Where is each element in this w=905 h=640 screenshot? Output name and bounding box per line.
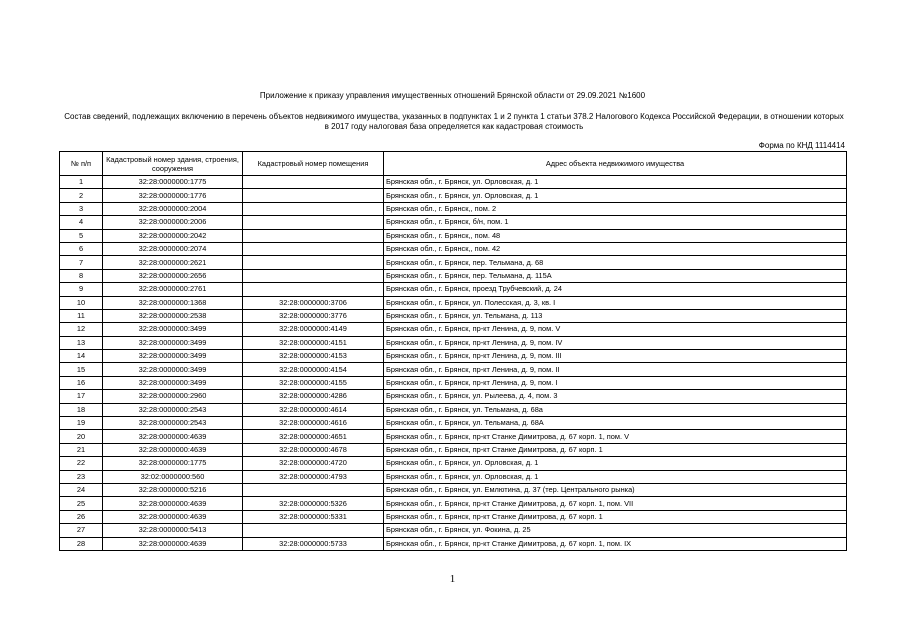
cell-address: Брянская обл., г. Брянск, ул. Орловская, д. 1 — [384, 470, 847, 483]
cell-room-cadastral — [243, 202, 384, 215]
cell-room-cadastral: 32:28:0000000:3706 — [243, 296, 384, 309]
cell-room-cadastral: 32:28:0000000:4678 — [243, 443, 384, 456]
cell-number: 2 — [60, 189, 103, 202]
cell-room-cadastral: 32:28:0000000:4651 — [243, 430, 384, 443]
cell-address: Брянская обл., г. Брянск, проезд Трубчевский, д. 24 — [384, 283, 847, 296]
cell-building-cadastral: 32:28:0000000:2006 — [103, 216, 243, 229]
cell-room-cadastral: 32:28:0000000:4155 — [243, 376, 384, 389]
table-row — [60, 309, 847, 322]
table-row — [60, 350, 847, 363]
cell-building-cadastral: 32:28:0000000:1775 — [103, 457, 243, 470]
cell-building-cadastral: 32:28:0000000:2656 — [103, 269, 243, 282]
cell-address: Брянская обл., г. Брянск, ул. Орловская, д. 1 — [384, 176, 847, 189]
cell-address: Брянская обл., г. Брянск, ул. Полесская, д. 3, кв. I — [384, 296, 847, 309]
cell-room-cadastral: 32:28:0000000:5331 — [243, 510, 384, 523]
cell-building-cadastral: 32:28:0000000:3499 — [103, 323, 243, 336]
cell-number: 1 — [60, 176, 103, 189]
cell-number: 8 — [60, 269, 103, 282]
table-row — [60, 323, 847, 336]
col-header-room-cadastral: Кадастровый номер помещения — [243, 152, 384, 176]
document-subtitle: Состав сведений, подлежащих включению в перечень объектов недвижимого имущества, указанных в подпунктах 1 и 2 пункта 1 статьи 378.2 Налогового Кодекса Российской Федерации, в отношении которых в 2017 году налоговая база определяется как кадастровая стоимость — [64, 112, 844, 131]
cell-room-cadastral — [243, 483, 384, 496]
cell-address: Брянская обл., г. Брянск, пр-кт Станке Димитрова, д. 67 корп. 1, пом. IX — [384, 537, 847, 550]
property-table — [59, 151, 847, 551]
col-header-building-cadastral: Кадастровый номер здания, строения, сооружения — [103, 152, 243, 176]
table-row — [60, 390, 847, 403]
cell-address: Брянская обл., г. Брянск, пр-кт Станке Димитрова, д. 67 корп. 1, пом. VII — [384, 497, 847, 510]
table-row — [60, 537, 847, 550]
cell-address: Брянская обл., г. Брянск, б/н, пом. 1 — [384, 216, 847, 229]
cell-room-cadastral — [243, 269, 384, 282]
table-row — [60, 216, 847, 229]
cell-number: 28 — [60, 537, 103, 550]
cell-address: Брянская обл., г. Брянск, ул. Емлютина, д. 37 (тер. Центрального рынка) — [384, 483, 847, 496]
table-row — [60, 269, 847, 282]
cell-building-cadastral: 32:28:0000000:1775 — [103, 176, 243, 189]
table-row — [60, 483, 847, 496]
table-row — [60, 363, 847, 376]
form-code: Форма по КНД 1114414 — [758, 141, 845, 150]
cell-number: 17 — [60, 390, 103, 403]
cell-room-cadastral: 32:28:0000000:4151 — [243, 336, 384, 349]
cell-building-cadastral: 32:28:0000000:4639 — [103, 430, 243, 443]
cell-building-cadastral: 32:28:0000000:2004 — [103, 202, 243, 215]
cell-room-cadastral: 32:28:0000000:4149 — [243, 323, 384, 336]
cell-address: Брянская обл., г. Брянск, ул. Тельмана, д. 68а — [384, 403, 847, 416]
cell-address: Брянская обл., г. Брянск, ул. Тельмана, д. 68А — [384, 417, 847, 430]
cell-room-cadastral: 32:28:0000000:4616 — [243, 417, 384, 430]
cell-number: 7 — [60, 256, 103, 269]
cell-address: Брянская обл., г. Брянск, пр-кт Ленина, д. 9, пом. III — [384, 350, 847, 363]
cell-room-cadastral: 32:28:0000000:4720 — [243, 457, 384, 470]
cell-number: 9 — [60, 283, 103, 296]
cell-address: Брянская обл., г. Брянск, ул. Тельмана, д. 113 — [384, 309, 847, 322]
cell-building-cadastral: 32:28:0000000:2543 — [103, 403, 243, 416]
cell-number: 24 — [60, 483, 103, 496]
cell-number: 15 — [60, 363, 103, 376]
cell-address: Брянская обл., г. Брянск, пр-кт Ленина, д. 9, пом. I — [384, 376, 847, 389]
cell-number: 14 — [60, 350, 103, 363]
cell-room-cadastral: 32:28:0000000:3776 — [243, 309, 384, 322]
cell-building-cadastral: 32:28:0000000:4639 — [103, 497, 243, 510]
cell-address: Брянская обл., г. Брянск,, пом. 42 — [384, 242, 847, 255]
cell-room-cadastral — [243, 189, 384, 202]
cell-address: Брянская обл., г. Брянск, ул. Орловская, д. 1 — [384, 189, 847, 202]
document-title: Приложение к приказу управления имущественных отношений Брянской области от 29.09.2021 №1600 — [259, 91, 646, 100]
cell-address: Брянская обл., г. Брянск, пер. Тельмана, д. 115А — [384, 269, 847, 282]
cell-room-cadastral — [243, 524, 384, 537]
cell-address: Брянская обл., г. Брянск, пр-кт Станке Димитрова, д. 67 корп. 1 — [384, 510, 847, 523]
table-header-row — [60, 152, 847, 176]
cell-room-cadastral: 32:28:0000000:5326 — [243, 497, 384, 510]
cell-building-cadastral: 32:28:0000000:5413 — [103, 524, 243, 537]
cell-room-cadastral: 32:28:0000000:4614 — [243, 403, 384, 416]
cell-room-cadastral — [243, 176, 384, 189]
cell-building-cadastral: 32:28:0000000:4639 — [103, 443, 243, 456]
cell-building-cadastral: 32:28:0000000:4639 — [103, 510, 243, 523]
cell-address: Брянская обл., г. Брянск, ул. Рылеева, д. 4, пом. 3 — [384, 390, 847, 403]
cell-building-cadastral: 32:28:0000000:3499 — [103, 336, 243, 349]
table-row — [60, 283, 847, 296]
table-body — [60, 176, 847, 551]
cell-number: 13 — [60, 336, 103, 349]
cell-number: 3 — [60, 202, 103, 215]
cell-address: Брянская обл., г. Брянск,, пом. 2 — [384, 202, 847, 215]
cell-number: 21 — [60, 443, 103, 456]
cell-address: Брянская обл., г. Брянск, ул. Фокина, д. 25 — [384, 524, 847, 537]
table-row — [60, 524, 847, 537]
cell-room-cadastral: 32:28:0000000:4286 — [243, 390, 384, 403]
cell-building-cadastral: 32:28:0000000:1368 — [103, 296, 243, 309]
cell-room-cadastral — [243, 256, 384, 269]
cell-number: 20 — [60, 430, 103, 443]
cell-address: Брянская обл., г. Брянск,, пом. 48 — [384, 229, 847, 242]
cell-address: Брянская обл., г. Брянск, пр-кт Ленина, д. 9, пом. V — [384, 323, 847, 336]
cell-building-cadastral: 32:28:0000000:2074 — [103, 242, 243, 255]
cell-number: 11 — [60, 309, 103, 322]
table-row — [60, 417, 847, 430]
cell-room-cadastral: 32:28:0000000:4793 — [243, 470, 384, 483]
cell-building-cadastral: 32:28:0000000:4639 — [103, 537, 243, 550]
table-row — [60, 229, 847, 242]
table-row — [60, 376, 847, 389]
cell-number: 19 — [60, 417, 103, 430]
cell-building-cadastral: 32:28:0000000:3499 — [103, 363, 243, 376]
table-row — [60, 296, 847, 309]
cell-building-cadastral: 32:28:0000000:2960 — [103, 390, 243, 403]
table-row — [60, 443, 847, 456]
cell-number: 18 — [60, 403, 103, 416]
cell-number: 22 — [60, 457, 103, 470]
table-row — [60, 430, 847, 443]
cell-building-cadastral: 32:28:0000000:3499 — [103, 350, 243, 363]
cell-room-cadastral: 32:28:0000000:5733 — [243, 537, 384, 550]
cell-room-cadastral — [243, 242, 384, 255]
cell-address: Брянская обл., г. Брянск, пр-кт Ленина, д. 9, пом. II — [384, 363, 847, 376]
col-header-number: № п/п — [60, 152, 103, 176]
cell-number: 26 — [60, 510, 103, 523]
cell-number: 6 — [60, 242, 103, 255]
cell-building-cadastral: 32:28:0000000:3499 — [103, 376, 243, 389]
cell-number: 10 — [60, 296, 103, 309]
cell-number: 27 — [60, 524, 103, 537]
cell-address: Брянская обл., г. Брянск, ул. Орловская, д. 1 — [384, 457, 847, 470]
cell-number: 16 — [60, 376, 103, 389]
cell-number: 12 — [60, 323, 103, 336]
cell-number: 25 — [60, 497, 103, 510]
cell-address: Брянская обл., г. Брянск, пр-кт Станке Димитрова, д. 67 корп. 1, пом. V — [384, 430, 847, 443]
table-row — [60, 336, 847, 349]
cell-room-cadastral: 32:28:0000000:4153 — [243, 350, 384, 363]
table-row — [60, 256, 847, 269]
table-row — [60, 176, 847, 189]
table-row — [60, 403, 847, 416]
cell-address: Брянская обл., г. Брянск, пр-кт Ленина, д. 9, пом. IV — [384, 336, 847, 349]
cell-building-cadastral: 32:28:0000000:1776 — [103, 189, 243, 202]
cell-address: Брянская обл., г. Брянск, пер. Тельмана, д. 68 — [384, 256, 847, 269]
table-row — [60, 202, 847, 215]
cell-room-cadastral — [243, 216, 384, 229]
cell-building-cadastral: 32:28:0000000:2621 — [103, 256, 243, 269]
cell-building-cadastral: 32:02:0000000:560 — [103, 470, 243, 483]
cell-building-cadastral: 32:28:0000000:5216 — [103, 483, 243, 496]
cell-number: 4 — [60, 216, 103, 229]
cell-room-cadastral — [243, 229, 384, 242]
page-number: 1 — [449, 573, 456, 585]
cell-room-cadastral — [243, 283, 384, 296]
col-header-address: Адрес объекта недвижимого имущества — [384, 152, 847, 176]
table-row — [60, 189, 847, 202]
cell-building-cadastral: 32:28:0000000:2761 — [103, 283, 243, 296]
cell-address: Брянская обл., г. Брянск, пр-кт Станке Димитрова, д. 67 корп. 1 — [384, 443, 847, 456]
cell-room-cadastral: 32:28:0000000:4154 — [243, 363, 384, 376]
cell-building-cadastral: 32:28:0000000:2042 — [103, 229, 243, 242]
cell-number: 23 — [60, 470, 103, 483]
table-row — [60, 497, 847, 510]
table-row — [60, 457, 847, 470]
cell-building-cadastral: 32:28:0000000:2543 — [103, 417, 243, 430]
cell-building-cadastral: 32:28:0000000:2538 — [103, 309, 243, 322]
cell-number: 5 — [60, 229, 103, 242]
table-row — [60, 470, 847, 483]
table-row — [60, 510, 847, 523]
table-row — [60, 242, 847, 255]
